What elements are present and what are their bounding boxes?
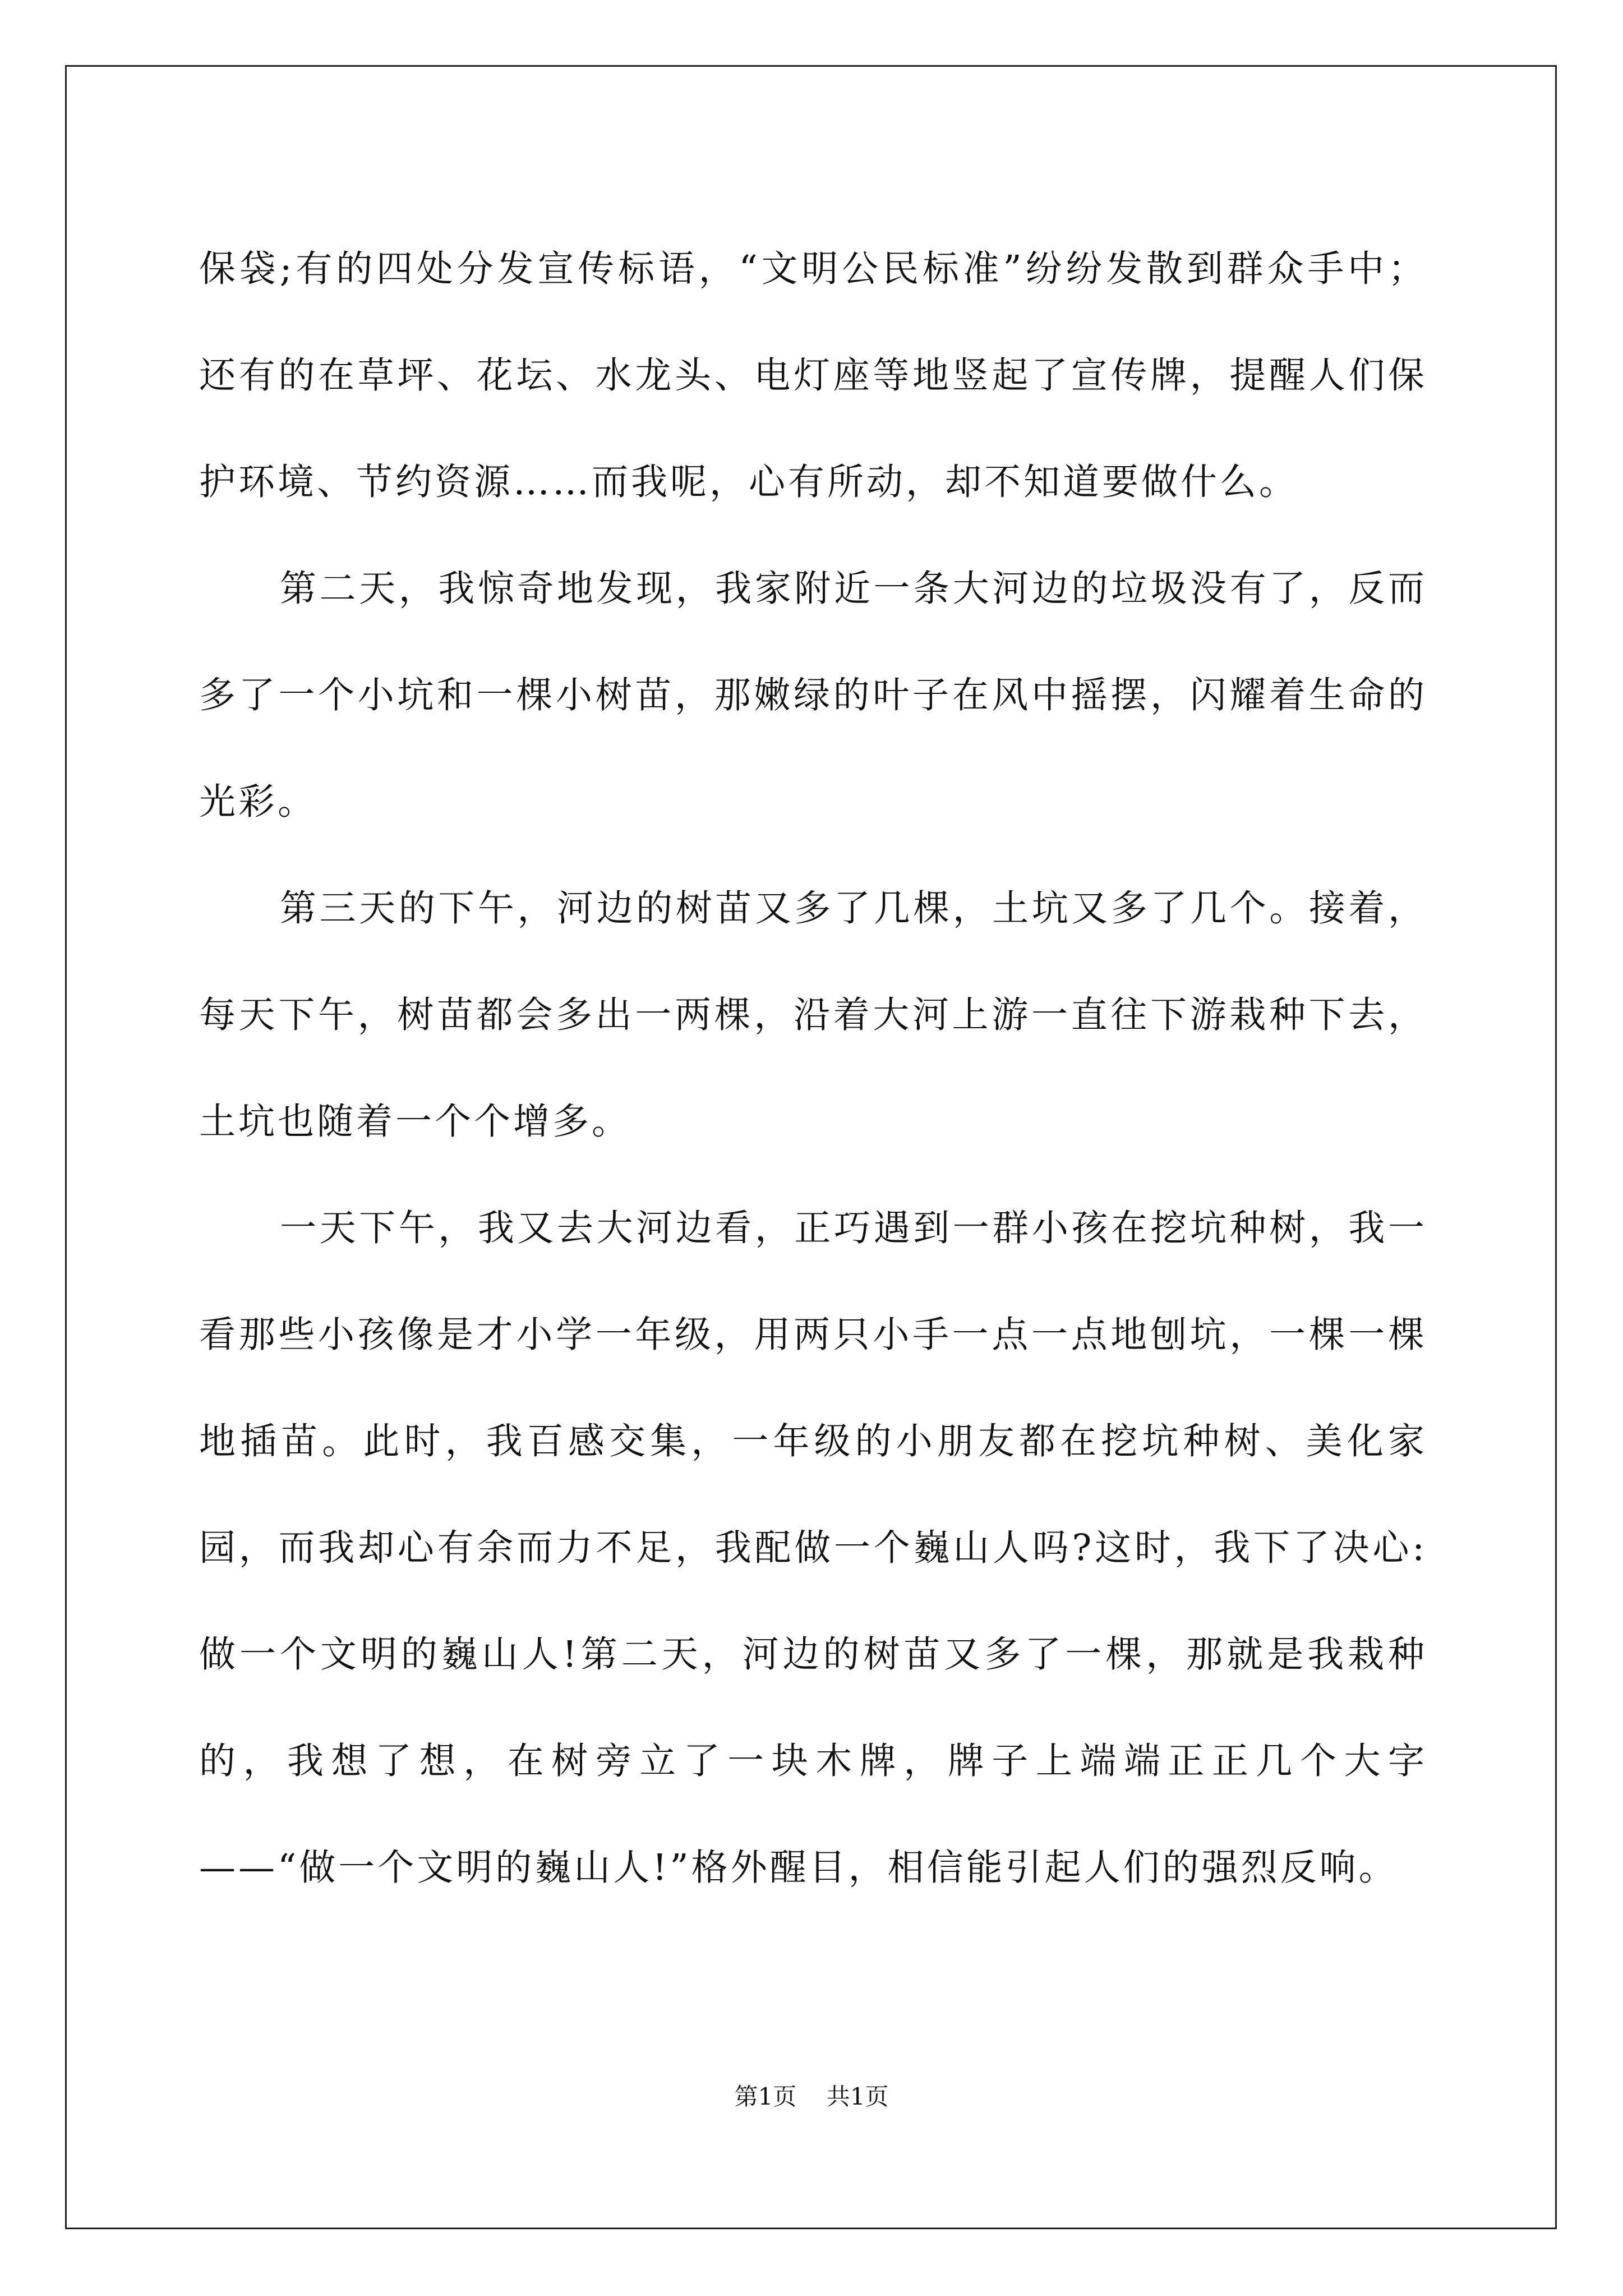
paragraph-4: 一天下午，我又去大河边看，正巧遇到一群小孩在挖坑种树，我一看那些小孩像是才小学一年级，用两只小手一点一点地刨坑，一棵一棵地插苗。此时，我百感交集，一年级的小朋友都在挖坑种树、美化家园，而我却心有余而力不足，我配做一个巍山人吗?这时，我下了决心: 做一个文明的巍山人!第二天，河边的树苗又多了一棵，那就是我栽种的，我想了想，在树旁立了一块木牌，牌子上端端正正几个大字——“做一个文明的巍山人!”格外醒目，相信能引起人们的强烈反响。 (199, 1207, 1427, 1889)
page-total: 共1页 (826, 2083, 889, 2110)
paragraph-1: 保袋;有的四处分发宣传标语，“文明公民标准”纷纷发散到群众手中；还有的在草坪、花坛、水龙头、电灯座等地竖起了宣传牌，提醒人们保护环境、节约资源……而我呢，心有所动，却不知道要做什么。 (199, 248, 1427, 503)
document-body (199, 216, 1427, 1921)
paragraph-3: 第三天的下午，河边的树苗又多了几棵，土坑又多了几个。接着，每天下午，树苗都会多出一两棵，沿着大河上游一直往下游栽种下去，土坑也随着一个个增多。 (199, 887, 1427, 1143)
page-footer (0, 2078, 1623, 2112)
page-number: 第1页 (734, 2083, 797, 2110)
paragraph-2: 第二天，我惊奇地发现，我家附近一条大河边的垃圾没有了，反而多了一个小坑和一棵小树苗，那嫩绿的叶子在风中摇摆，闪耀着生命的光彩。 (199, 568, 1427, 823)
